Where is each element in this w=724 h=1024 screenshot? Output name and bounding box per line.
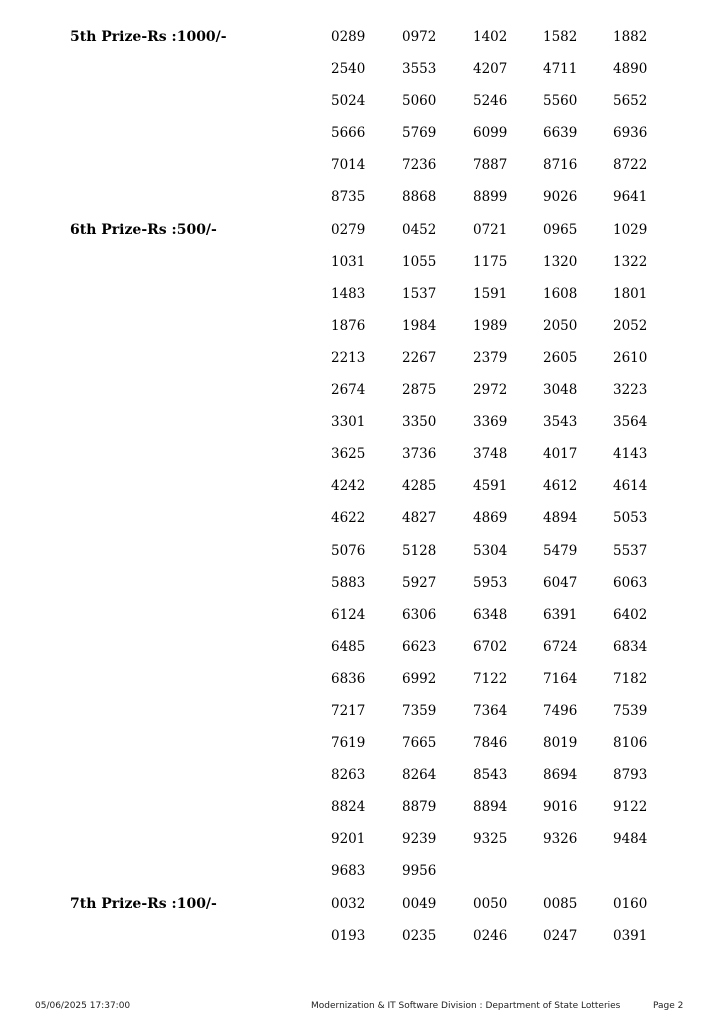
winning-number: 3748	[473, 446, 508, 463]
winning-number: 9641	[613, 189, 648, 206]
number-grid-7th	[331, 894, 683, 958]
winning-number: 6639	[543, 125, 578, 142]
winning-number: 5479	[543, 542, 578, 559]
winning-number: 3736	[402, 446, 437, 463]
winning-number: 0279	[331, 221, 366, 238]
winning-number: 1984	[402, 317, 437, 334]
winning-number: 1582	[543, 29, 578, 45]
winning-number: 1402	[473, 29, 508, 45]
winning-number: 2540	[331, 61, 366, 78]
winning-number: 5883	[331, 574, 366, 591]
winning-number: 1608	[543, 285, 578, 302]
winning-number: 6063	[613, 574, 648, 591]
winning-number: 5246	[473, 93, 508, 110]
winning-number: 8543	[473, 767, 508, 784]
winning-number: 2050	[543, 317, 578, 334]
winning-number: 1029	[613, 221, 648, 238]
winning-number: 0160	[613, 896, 648, 912]
winning-number: 6485	[331, 638, 366, 655]
winning-number: 0972	[402, 29, 437, 45]
winning-number: 2379	[473, 349, 508, 366]
winning-number: 8735	[331, 189, 366, 206]
winning-number: 4612	[543, 478, 578, 495]
winning-number: 8716	[543, 157, 578, 174]
footer-datetime: 05/06/2025 17:37:00	[35, 1001, 131, 1011]
winning-number: 3223	[613, 382, 648, 399]
winning-number: 7539	[613, 703, 648, 719]
winning-number: 3625	[331, 446, 366, 463]
winning-number: 1876	[331, 317, 366, 334]
winning-number: 4207	[473, 61, 508, 78]
winning-number: 6047	[543, 574, 578, 591]
winning-number: 7496	[543, 703, 578, 719]
winning-number: 5053	[613, 510, 648, 527]
winning-number: 4827	[402, 510, 437, 527]
winning-number: 5927	[402, 574, 437, 591]
winning-number: 9201	[331, 831, 366, 848]
winning-number: 0247	[543, 928, 578, 945]
winning-number: 6391	[543, 606, 578, 623]
winning-number: 3564	[613, 414, 648, 431]
winning-number: 6348	[473, 606, 508, 623]
winning-number: 4614	[613, 478, 648, 495]
winning-number: 4711	[543, 61, 578, 78]
winning-number: 1801	[613, 285, 648, 302]
winning-number: 2875	[402, 382, 437, 399]
winning-number: 1483	[331, 285, 366, 302]
winning-number: 2972	[473, 382, 508, 399]
winning-number: 0032	[331, 896, 366, 912]
winning-number: 7122	[473, 670, 508, 687]
winning-number: 9122	[613, 799, 648, 816]
winning-number: 9956	[402, 863, 437, 880]
winning-number: 8894	[473, 799, 508, 816]
winning-number: 3301	[331, 414, 366, 431]
winning-number: 2213	[331, 349, 366, 366]
winning-number: 8019	[543, 735, 578, 752]
winning-number: 1322	[613, 253, 648, 270]
winning-number: 3048	[543, 382, 578, 399]
winning-number: 0289	[331, 29, 366, 45]
winning-number: 5537	[613, 542, 648, 559]
winning-number: 2674	[331, 382, 366, 399]
winning-number: 6724	[543, 638, 578, 655]
winning-number: 6836	[331, 670, 366, 687]
winning-number: 1591	[473, 285, 508, 302]
winning-number: 5953	[473, 574, 508, 591]
winning-number: 4242	[331, 478, 366, 495]
winning-number: 5560	[543, 93, 578, 110]
winning-number: 0193	[331, 928, 366, 945]
winning-number: 8868	[402, 189, 437, 206]
winning-number: 0049	[402, 896, 437, 912]
winning-number: 2610	[613, 349, 648, 366]
winning-number: 5652	[613, 93, 648, 110]
winning-number: 5024	[331, 93, 366, 110]
winning-number: 4143	[613, 446, 648, 463]
winning-number: 4894	[543, 510, 578, 527]
winning-number: 9239	[402, 831, 437, 848]
winning-number: 6834	[613, 638, 648, 655]
winning-number: 8824	[331, 799, 366, 816]
winning-number: 8106	[613, 735, 648, 752]
winning-number: 7846	[473, 735, 508, 752]
prize-title-7th: 7th Prize-Rs :100/-	[70, 896, 217, 912]
winning-number: 3553	[402, 61, 437, 78]
number-grid-6th	[331, 220, 683, 894]
winning-number: 5076	[331, 542, 366, 559]
winning-number: 7182	[613, 670, 648, 687]
footer-page-number: Page 2	[653, 1001, 684, 1011]
winning-number: 6992	[402, 670, 437, 687]
winning-number: 1989	[473, 317, 508, 334]
winning-number: 8263	[331, 767, 366, 784]
winning-number: 8694	[543, 767, 578, 784]
winning-number: 1055	[402, 253, 437, 270]
winning-number: 8264	[402, 767, 437, 784]
winning-number: 7887	[473, 157, 508, 174]
winning-number: 8793	[613, 767, 648, 784]
winning-number: 4622	[331, 510, 366, 527]
winning-number: 8722	[613, 157, 648, 174]
winning-number: 3369	[473, 414, 508, 431]
number-grid-5th	[331, 27, 683, 220]
winning-number: 3543	[543, 414, 578, 431]
winning-number: 5304	[473, 542, 508, 559]
winning-number: 1882	[613, 29, 648, 45]
winning-number: 2605	[543, 349, 578, 366]
winning-number: 9026	[543, 189, 578, 206]
winning-number: 6623	[402, 638, 437, 655]
winning-number: 9016	[543, 799, 578, 816]
winning-number: 8879	[402, 799, 437, 816]
winning-number: 7665	[402, 735, 437, 752]
winning-number: 7619	[331, 735, 366, 752]
winning-number: 3350	[402, 414, 437, 431]
winning-number: 4017	[543, 446, 578, 463]
footer-division: Modernization & IT Software Division : Department of State Lotteries	[311, 1001, 621, 1011]
winning-number: 6936	[613, 125, 648, 142]
winning-number: 0085	[543, 896, 578, 912]
winning-number: 1031	[331, 253, 366, 270]
winning-number: 4869	[473, 510, 508, 527]
winning-number: 0246	[473, 928, 508, 945]
winning-number: 5769	[402, 125, 437, 142]
winning-number: 8899	[473, 189, 508, 206]
winning-number: 9325	[473, 831, 508, 848]
winning-number: 7236	[402, 157, 437, 174]
winning-number: 7014	[331, 157, 366, 174]
winning-number: 2052	[613, 317, 648, 334]
winning-number: 1320	[543, 253, 578, 270]
winning-number: 6306	[402, 606, 437, 623]
winning-number: 4591	[473, 478, 508, 495]
prize-title-6th: 6th Prize-Rs :500/-	[70, 221, 217, 238]
winning-number: 0235	[402, 928, 437, 945]
winning-number: 9484	[613, 831, 648, 848]
winning-number: 2267	[402, 349, 437, 366]
winning-number: 6124	[331, 606, 366, 623]
winning-number: 0721	[473, 221, 508, 238]
winning-number: 0050	[473, 896, 508, 912]
winning-number: 6702	[473, 638, 508, 655]
winning-number: 1537	[402, 285, 437, 302]
winning-number: 7364	[473, 703, 508, 719]
winning-number: 5128	[402, 542, 437, 559]
winning-number: 0965	[543, 221, 578, 238]
winning-number: 4285	[402, 478, 437, 495]
winning-number: 7217	[331, 703, 366, 719]
winning-number: 6099	[473, 125, 508, 142]
winning-number: 6402	[613, 606, 648, 623]
winning-number: 5060	[402, 93, 437, 110]
winning-number: 7164	[543, 670, 578, 687]
winning-number: 9326	[543, 831, 578, 848]
winning-number: 4890	[613, 61, 648, 78]
winning-number: 5666	[331, 125, 366, 142]
prize-title-5th: 5th Prize-Rs :1000/-	[70, 29, 227, 45]
winning-number: 7359	[402, 703, 437, 719]
winning-number: 0391	[613, 928, 648, 945]
winning-number: 1175	[473, 253, 508, 270]
winning-number: 0452	[402, 221, 437, 238]
winning-number: 9683	[331, 863, 366, 880]
